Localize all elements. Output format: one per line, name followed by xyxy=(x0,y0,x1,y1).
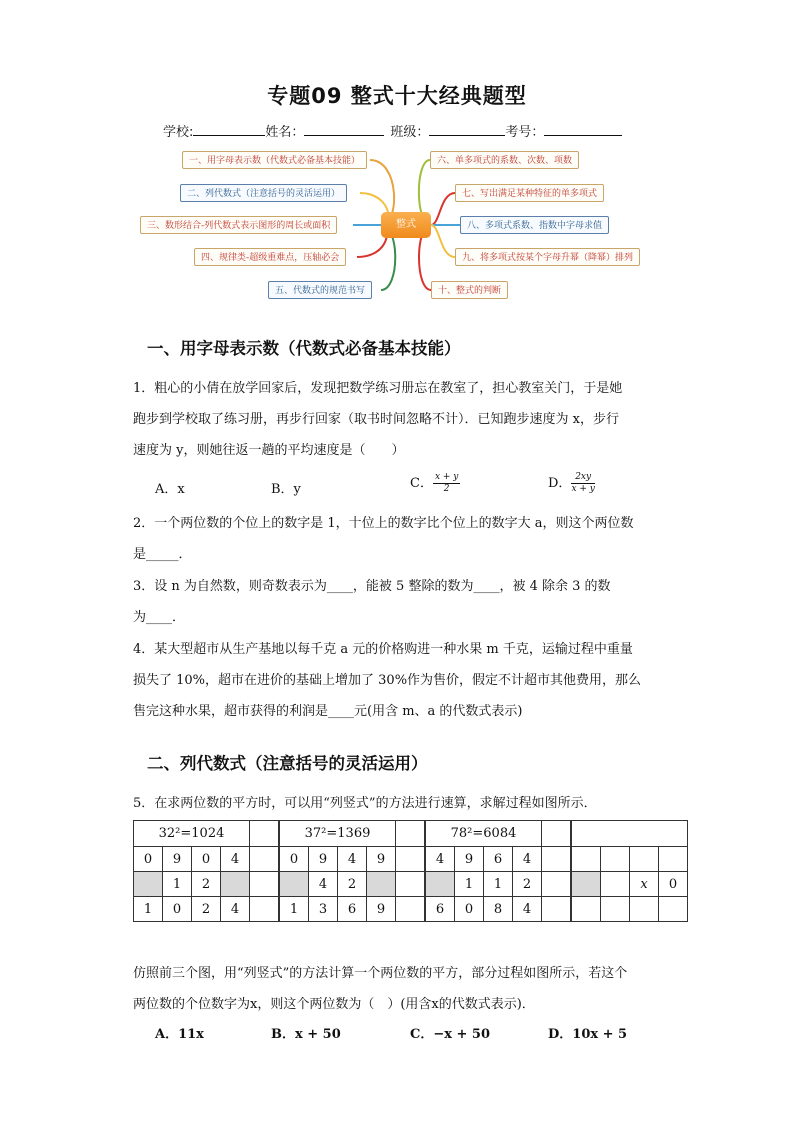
table-cell: 1 xyxy=(484,872,513,897)
q1-option-d-fraction xyxy=(571,472,594,495)
q1-option-c-label: C． xyxy=(410,476,433,491)
separator-column-3 xyxy=(541,820,571,922)
table-cell: 6 xyxy=(426,897,455,922)
square-table-3 xyxy=(425,820,542,922)
separator-cell xyxy=(542,821,571,847)
q4-line-2: 损失了 10%，超市在进价的基础上增加了 30%作为售价，假定不计超市其他费用，那么 xyxy=(133,673,642,688)
table-cell: 4 xyxy=(221,847,250,872)
separator-cell xyxy=(396,847,425,872)
q1-option-c-numerator: x + y xyxy=(434,472,459,482)
separator-cell xyxy=(396,821,425,847)
exam-label: 考号： xyxy=(505,125,545,140)
table-cell: 4 xyxy=(221,897,250,922)
table-cell xyxy=(572,847,601,872)
table-cell: x xyxy=(630,872,659,897)
q5-line-2: 两位数的个位数字为x，则这个两位数为（ ）(用含x的代数式表示)． xyxy=(133,997,535,1012)
table-cell: 2 xyxy=(338,872,367,897)
branch-9 xyxy=(431,225,455,257)
q1-option-b[interactable]: B．y xyxy=(271,482,301,497)
table-1-header: 32²=1024 xyxy=(134,821,250,847)
mindmap-node-10: 十、整式的判断 xyxy=(431,281,508,299)
table-cell: 2 xyxy=(192,897,221,922)
table-cell-shaded xyxy=(280,872,309,897)
q3-line-2: 为____． xyxy=(133,610,186,625)
mindmap-connectors xyxy=(0,0,794,320)
mindmap-node-2: 二、列代数式（注意括号的灵活运用） xyxy=(180,184,347,202)
table-cell: 9 xyxy=(367,847,396,872)
separator-cell xyxy=(542,847,571,872)
separator-cell xyxy=(250,847,279,872)
table-cell-shaded xyxy=(572,872,601,897)
table-cell: 9 xyxy=(163,847,192,872)
table-cell xyxy=(659,897,688,922)
separator-cell xyxy=(396,872,425,897)
square-table-4 xyxy=(571,820,688,922)
separator-column-2 xyxy=(395,820,425,922)
q5-option-c[interactable]: C．−x + 50 xyxy=(410,1027,491,1042)
table-cell-shaded xyxy=(221,872,250,897)
q2-line-1: 2．一个两位数的个位上的数字是 1，十位上的数字比个位上的数字大 a，则这个两位数 xyxy=(133,516,634,531)
q1-line-2: 跑步到学校取了练习册，再步行回家（取书时间忽略不计）．已知跑步速度为 x，步行 xyxy=(133,412,619,427)
table-cell xyxy=(601,897,630,922)
table-cell: 0 xyxy=(163,897,192,922)
table-cell: 1 xyxy=(134,897,163,922)
mindmap-node-6: 六、单多项式的系数、次数、项数 xyxy=(430,151,579,169)
table-cell: 0 xyxy=(659,872,688,897)
school-label: 学校: xyxy=(163,125,194,140)
section-2-heading: 二、列代数式（注意括号的灵活运用） xyxy=(147,754,428,773)
table-cell: 6 xyxy=(338,897,367,922)
mindmap-node-3: 三、数形结合-列代数式表示图形的周长或面积 xyxy=(140,216,337,234)
q1-option-c-denominator: 2 xyxy=(443,484,450,494)
table-cell: 0 xyxy=(280,847,309,872)
table-cell: 0 xyxy=(192,847,221,872)
q1-option-d-label: D． xyxy=(548,476,572,491)
table-2-header: 37²=1369 xyxy=(280,821,396,847)
table-cell: 1 xyxy=(163,872,192,897)
square-table-2 xyxy=(279,820,396,922)
table-3-header: 78²=6084 xyxy=(426,821,542,847)
mindmap-node-4: 四、规律类-超级重难点，压轴必会 xyxy=(194,248,346,266)
separator-cell xyxy=(396,897,425,922)
table-cell: 9 xyxy=(455,847,484,872)
q5-intro: 5．在求两位数的平方时，可以用“列竖式”的方法进行速算，求解过程如图所示． xyxy=(133,796,597,811)
q1-option-d[interactable] xyxy=(548,472,595,495)
table-cell xyxy=(601,872,630,897)
mindmap-node-7: 七、写出满足某种特征的单多项式 xyxy=(455,184,604,202)
table-cell: 1 xyxy=(455,872,484,897)
table-cell xyxy=(630,897,659,922)
mindmap-node-9: 九、将多项式按某个字母升幂（降幂）排列 xyxy=(455,248,640,266)
q2-line-2: 是_____． xyxy=(133,547,192,562)
table-4-header xyxy=(572,821,688,847)
table-cell: 0 xyxy=(134,847,163,872)
table-cell xyxy=(630,847,659,872)
table-cell: 4 xyxy=(338,847,367,872)
table-cell: 4 xyxy=(513,897,542,922)
table-cell: 1 xyxy=(280,897,309,922)
mindmap-node-5: 五、代数式的规范书写 xyxy=(268,281,372,299)
separator-cell xyxy=(250,821,279,847)
separator-cell xyxy=(250,872,279,897)
class-label: 班级： xyxy=(390,125,430,140)
square-table-1 xyxy=(133,820,250,922)
q3-line-1: 3．设 n 为自然数，则奇数表示为____，能被 5 整除的数为____，被 4 除余 3 的数 xyxy=(133,579,611,594)
q1-option-d-numerator: 2xy xyxy=(571,472,594,484)
table-cell: 3 xyxy=(309,897,338,922)
q1-option-d-denominator: x + y xyxy=(571,484,595,494)
table-cell-shaded xyxy=(134,872,163,897)
table-cell: 9 xyxy=(367,897,396,922)
q5-option-b[interactable]: B．x + 50 xyxy=(271,1027,341,1042)
separator-column-1 xyxy=(249,820,279,922)
separator-cell xyxy=(250,897,279,922)
table-cell xyxy=(659,847,688,872)
table-cell: 6 xyxy=(484,847,513,872)
q5-option-a[interactable]: A．11x xyxy=(155,1027,204,1042)
page-title: 专题09 整式十大经典题型 xyxy=(267,84,527,108)
table-cell: 2 xyxy=(513,872,542,897)
q1-option-c-fraction xyxy=(433,472,460,495)
table-cell-shaded xyxy=(426,872,455,897)
q1-option-a[interactable]: A．x xyxy=(155,482,185,497)
q1-option-c[interactable] xyxy=(410,472,460,495)
section-1-heading: 一、用字母表示数（代数式必备基本技能） xyxy=(147,339,461,358)
mindmap-node-1: 一、用字母表示数（代数式必备基本技能） xyxy=(182,151,367,169)
table-cell: 8 xyxy=(484,897,513,922)
table-cell: 0 xyxy=(455,897,484,922)
separator-cell xyxy=(542,897,571,922)
table-cell xyxy=(601,847,630,872)
table-cell: 9 xyxy=(309,847,338,872)
q5-line-1: 仿照前三个图，用“列竖式”的方法计算一个两位数的平方，部分过程如图所示，若这个 xyxy=(133,966,628,981)
q1-line-3: 速度为 y，则她往返一趟的平均速度是（ ） xyxy=(133,443,405,458)
table-cell: 2 xyxy=(192,872,221,897)
table-cell: 4 xyxy=(309,872,338,897)
table-cell-shaded xyxy=(367,872,396,897)
mindmap-node-8: 八、多项式系数、指数中字母求值 xyxy=(460,216,609,234)
q4-line-1: 4．某大型超市从生产基地以每千克 a 元的价格购进一种水果 m 千克，运输过程中重量 xyxy=(133,642,633,657)
q1-line-1: 1．粗心的小倩在放学回家后，发现把数学练习册忘在教室了，担心教室关门，于是她 xyxy=(133,381,623,396)
q4-line-3: 售完这种水果，超市获得的利润是____元(用含 m、a 的代数式表示) xyxy=(133,704,523,719)
mindmap-center-node: 整式 xyxy=(381,212,431,238)
q5-option-d[interactable]: D．10x + 5 xyxy=(548,1027,628,1042)
separator-cell xyxy=(542,872,571,897)
name-label: 姓名： xyxy=(265,125,305,140)
table-cell: 4 xyxy=(513,847,542,872)
table-cell xyxy=(572,897,601,922)
branch-7 xyxy=(431,193,455,225)
table-cell: 4 xyxy=(426,847,455,872)
